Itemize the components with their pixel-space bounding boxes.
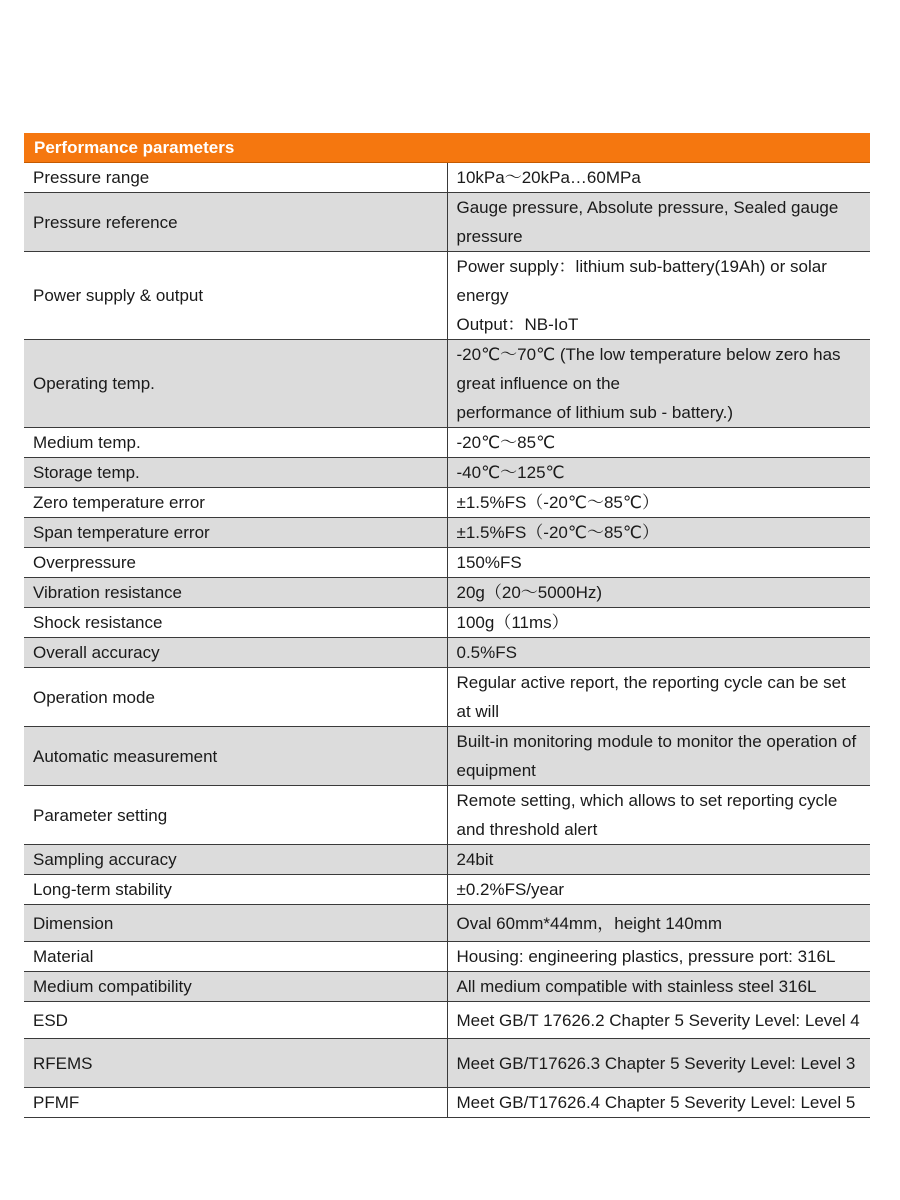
table-row <box>24 638 870 668</box>
param-value: -20℃～85℃ <box>447 428 870 458</box>
param-name: Pressure reference <box>24 193 447 252</box>
param-name: Sampling accuracy <box>24 845 447 875</box>
param-name: Material <box>24 942 447 972</box>
param-value: Meet GB/T17626.4 Chapter 5 Severity Level: Level 5 <box>447 1088 870 1118</box>
table-row <box>24 163 870 193</box>
param-value: 150%FS <box>447 548 870 578</box>
table-row <box>24 518 870 548</box>
param-value: Gauge pressure, Absolute pressure, Sealed gauge pressure <box>447 193 870 252</box>
param-name: Dimension <box>24 905 447 942</box>
param-value-line: performance of lithium sub - battery.) <box>456 403 734 422</box>
table-row <box>24 875 870 905</box>
param-name: Vibration resistance <box>24 578 447 608</box>
param-value: Meet GB/T 17626.2 Chapter 5 Severity Level: Level 4 <box>447 1002 870 1039</box>
param-value: ±0.2%FS/year <box>447 875 870 905</box>
table-row <box>24 548 870 578</box>
table-row <box>24 428 870 458</box>
param-value: ±1.5%FS（-20℃～85℃） <box>447 518 870 548</box>
param-value-line: Power supply：lithium sub-battery(19Ah) or solar energy <box>456 257 827 305</box>
table-row <box>24 972 870 1002</box>
performance-parameters-table <box>24 133 870 1118</box>
param-name: Medium compatibility <box>24 972 447 1002</box>
param-name: Parameter setting <box>24 786 447 845</box>
table-row <box>24 252 870 340</box>
table-row <box>24 340 870 428</box>
param-name: Operating temp. <box>24 340 447 428</box>
param-name: Overpressure <box>24 548 447 578</box>
table-row <box>24 942 870 972</box>
param-name: Zero temperature error <box>24 488 447 518</box>
param-name: Operation mode <box>24 668 447 727</box>
param-value-line: Output：NB-IoT <box>456 315 579 334</box>
param-value: 10kPa～20kPa…60MPa <box>447 163 870 193</box>
param-name: Pressure range <box>24 163 447 193</box>
param-value: ±1.5%FS（-20℃～85℃） <box>447 488 870 518</box>
table-row <box>24 1039 870 1088</box>
param-value: 20g（20～5000Hz) <box>447 578 870 608</box>
param-name: Power supply & output <box>24 252 447 340</box>
param-name: Automatic measurement <box>24 727 447 786</box>
param-name: Overall accuracy <box>24 638 447 668</box>
param-value <box>447 252 870 340</box>
table-row <box>24 668 870 727</box>
table-row <box>24 905 870 942</box>
param-value-line: -20℃～70℃ (The low temperature below zero has great influence on the <box>456 345 841 393</box>
table-row <box>24 1002 870 1039</box>
param-value: Remote setting, which allows to set reporting cycle and threshold alert <box>447 786 870 845</box>
table-row <box>24 727 870 786</box>
table-row <box>24 488 870 518</box>
param-value: 100g（11ms） <box>447 608 870 638</box>
table-row <box>24 845 870 875</box>
param-value: All medium compatible with stainless steel 316L <box>447 972 870 1002</box>
param-name: Span temperature error <box>24 518 447 548</box>
table-row <box>24 458 870 488</box>
table-header-row <box>24 133 870 163</box>
param-value: 0.5%FS <box>447 638 870 668</box>
param-value: Oval 60mm*44mm，height 140mm <box>447 905 870 942</box>
table-row <box>24 1088 870 1118</box>
param-name: Medium temp. <box>24 428 447 458</box>
param-name: Long-term stability <box>24 875 447 905</box>
param-value: Regular active report, the reporting cycle can be set at will <box>447 668 870 727</box>
param-value: 24bit <box>447 845 870 875</box>
param-value: Meet GB/T17626.3 Chapter 5 Severity Level: Level 3 <box>447 1039 870 1088</box>
table-row <box>24 193 870 252</box>
table-title: Performance parameters <box>24 133 870 163</box>
table-row <box>24 608 870 638</box>
param-name: ESD <box>24 1002 447 1039</box>
param-value <box>447 340 870 428</box>
param-name: Shock resistance <box>24 608 447 638</box>
param-name: RFEMS <box>24 1039 447 1088</box>
table-row <box>24 786 870 845</box>
table-row <box>24 578 870 608</box>
param-name: PFMF <box>24 1088 447 1118</box>
param-value: Housing: engineering plastics, pressure port: 316L <box>447 942 870 972</box>
param-value: -40℃～125℃ <box>447 458 870 488</box>
param-name: Storage temp. <box>24 458 447 488</box>
param-value: Built-in monitoring module to monitor the operation of equipment <box>447 727 870 786</box>
